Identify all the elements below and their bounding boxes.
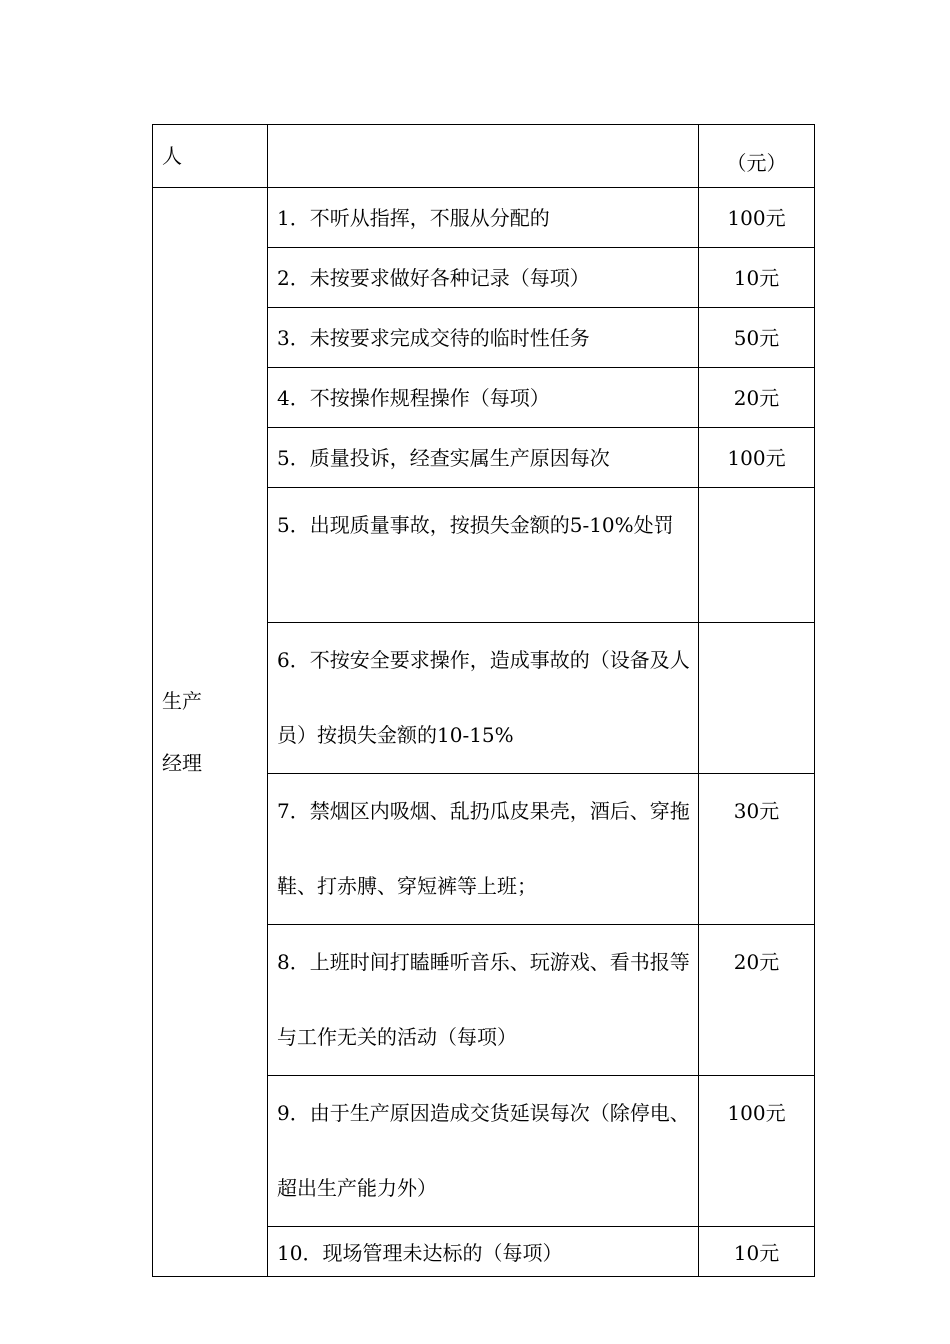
item-amount: 50元	[699, 308, 815, 368]
item-text: 6．不按安全要求操作，造成事故的（设备及人员）按损失金额的10-15%	[268, 623, 699, 774]
item-text: 2．未按要求做好各种记录（每项）	[268, 248, 699, 308]
item-text: 8．上班时间打瞌睡听音乐、玩游戏、看书报等与工作无关的活动（每项）	[268, 925, 699, 1076]
item-amount: 100元	[699, 188, 815, 248]
item-text: 1．不听从指挥，不服从分配的	[268, 188, 699, 248]
item-text: 5．出现质量事故，按损失金额的5-10%处罚	[268, 488, 699, 623]
item-amount: 100元	[699, 1076, 815, 1227]
amount-unit-cell: （元）	[699, 125, 815, 188]
role-line: 经理	[162, 751, 202, 775]
item-amount: 20元	[699, 925, 815, 1076]
penalty-table	[152, 124, 815, 1277]
item-text: 9．由于生产原因造成交货延误每次（除停电、超出生产能力外）	[268, 1076, 699, 1227]
header-row	[153, 125, 815, 188]
role-header-cell: 人	[153, 125, 268, 188]
item-text: 3．未按要求完成交待的临时性任务	[268, 308, 699, 368]
item-amount: 100元	[699, 428, 815, 488]
item-text: 4．不按操作规程操作（每项）	[268, 368, 699, 428]
item-text: 10．现场管理未达标的（每项）	[268, 1227, 699, 1277]
item-amount: 10元	[699, 248, 815, 308]
item-header-cell	[268, 125, 699, 188]
item-amount: 10元	[699, 1227, 815, 1277]
table-row	[153, 188, 815, 248]
item-text: 7．禁烟区内吸烟、乱扔瓜皮果壳，酒后、穿拖鞋、打赤膊、穿短裤等上班；	[268, 774, 699, 925]
role-cell	[153, 188, 268, 1277]
item-amount: 20元	[699, 368, 815, 428]
role-line: 生产	[162, 689, 202, 713]
item-text: 5．质量投诉，经查实属生产原因每次	[268, 428, 699, 488]
item-amount	[699, 488, 815, 623]
item-amount: 30元	[699, 774, 815, 925]
item-amount	[699, 623, 815, 774]
